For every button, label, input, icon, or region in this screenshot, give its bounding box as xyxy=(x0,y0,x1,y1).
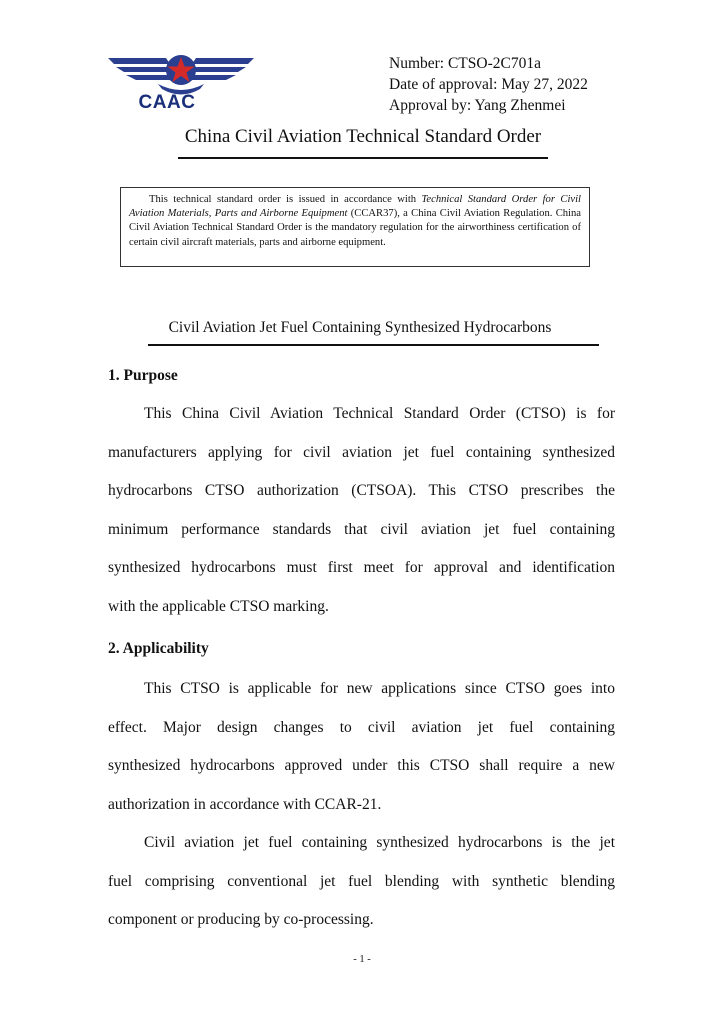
notice-rest: (CCAR37), a China Civil Aviation Regulation. China Civil Aviation Technical Standard Order is the mandatory regulation for the airworthiness certification of certain civil aircraft materials, parts and airborne equipment. xyxy=(129,208,581,248)
page-number: - 1 - xyxy=(353,954,371,965)
notice-text xyxy=(129,193,581,250)
document-title: China Civil Aviation Technical Standard Order xyxy=(184,126,542,147)
applicability-paragraph xyxy=(108,670,615,940)
paragraph-line: with the applicable CTSO marking. xyxy=(108,597,329,615)
paragraph-line: manufacturers applying for civil aviation jet fuel containing synthesized xyxy=(108,443,615,461)
paragraph-line: synthesized hydrocarbons approved under this CTSO shall require a new xyxy=(108,757,615,774)
approved-by: Approval by: Yang Zhenmei xyxy=(389,97,566,114)
section-heading-applicability: 2. Applicability xyxy=(108,640,209,657)
paragraph-line: This CTSO is applicable for new applications since CTSO goes into xyxy=(144,680,615,697)
notice-intro: This technical standard order is issued in accordance with xyxy=(149,194,422,205)
paragraph-line: hydrocarbons CTSO authorization (CTSOA). This CTSO prescribes the xyxy=(108,482,615,499)
document-number: Number: CTSO-2C701a xyxy=(389,55,541,72)
notice-regulation-title: Technical Standard Order for Civil Aviation Materials, Parts and Airborne Equipment xyxy=(129,194,581,220)
paragraph-line: fuel comprising conventional jet fuel blending with synthetic blending xyxy=(108,872,615,890)
paragraph-line: Civil aviation jet fuel containing synthesized hydrocarbons is the jet xyxy=(144,834,615,851)
paragraph-line: This China Civil Aviation Technical Standard Order (CTSO) is for xyxy=(144,405,615,422)
section-heading-purpose: 1. Purpose xyxy=(108,367,178,384)
paragraph-line: minimum performance standards that civil aviation jet fuel containing xyxy=(108,520,615,538)
title-rule xyxy=(178,157,548,159)
paragraph-line: synthesized hydrocarbons must first meet for approval and identification xyxy=(108,559,615,576)
purpose-paragraph xyxy=(108,395,615,626)
notice-box xyxy=(120,187,590,267)
paragraph-line: component or producing by co-processing. xyxy=(108,911,374,928)
subtitle-rule xyxy=(148,344,599,346)
paragraph-line: authorization in accordance with CCAR-21. xyxy=(108,795,382,813)
approval-date: Date of approval: May 27, 2022 xyxy=(389,76,588,93)
standard-subtitle: Civil Aviation Jet Fuel Containing Synthesized Hydrocarbons xyxy=(168,319,552,336)
paragraph-line: effect. Major design changes to civil aviation jet fuel containing xyxy=(108,718,615,736)
document-meta xyxy=(389,53,588,116)
logo-text: CAAC xyxy=(138,92,196,113)
